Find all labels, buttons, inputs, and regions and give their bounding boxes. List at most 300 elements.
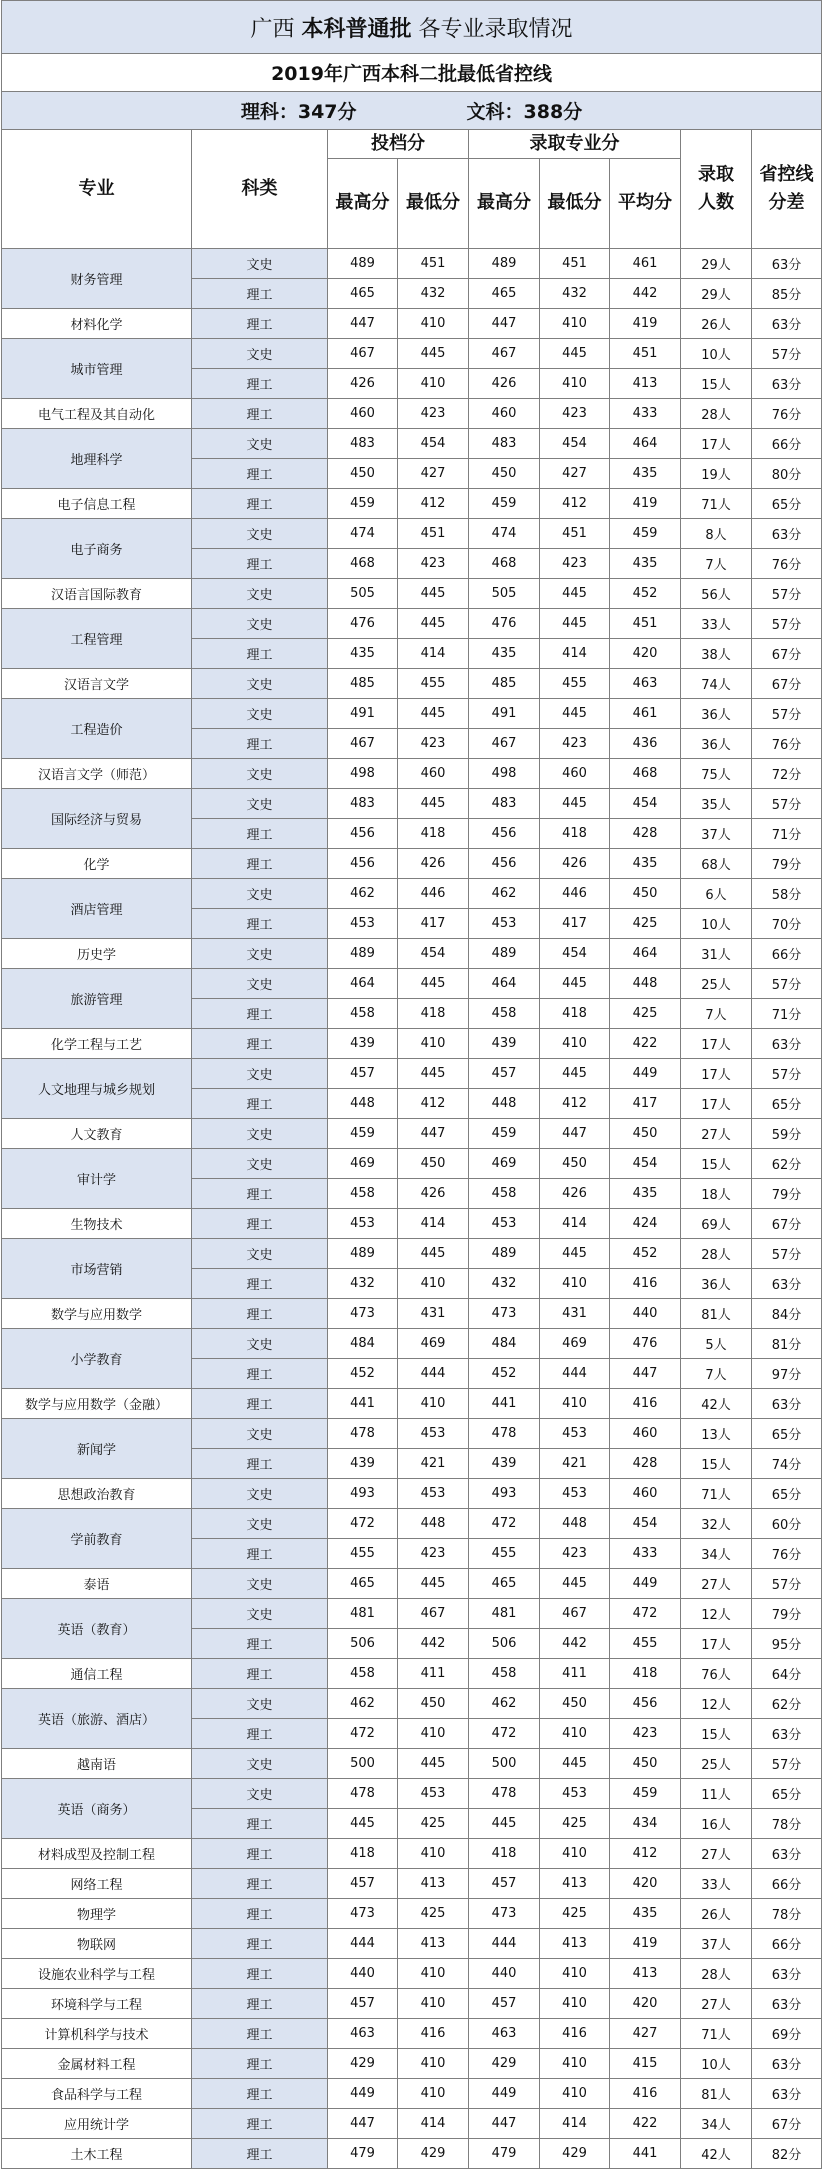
average-cell: 450 — [610, 1118, 681, 1148]
diff-cell: 57分 — [752, 968, 822, 998]
filing-max-cell: 483 — [328, 788, 398, 818]
table-row — [2, 1058, 822, 1088]
admitted-min-cell: 445 — [540, 1568, 610, 1598]
admitted-min-cell: 445 — [540, 578, 610, 608]
filing-max-cell: 450 — [328, 458, 398, 488]
table-row — [2, 1688, 822, 1718]
filing-min-cell: 411 — [398, 1658, 469, 1688]
count-cell: 76人 — [681, 1658, 752, 1688]
major-cell: 市场营销 — [2, 1238, 192, 1298]
count-cell: 81人 — [681, 2078, 752, 2108]
category-cell: 文史 — [192, 788, 328, 818]
admitted-min-cell: 410 — [540, 1028, 610, 1058]
major-cell: 数学与应用数学（金融） — [2, 1388, 192, 1418]
average-cell: 464 — [610, 428, 681, 458]
table-row — [2, 1328, 822, 1358]
average-cell: 450 — [610, 1748, 681, 1778]
count-cell: 69人 — [681, 1208, 752, 1238]
header-category: 科类 — [192, 130, 328, 249]
diff-cell: 57分 — [752, 608, 822, 638]
filing-max-cell: 478 — [328, 1418, 398, 1448]
filing-min-cell: 425 — [398, 1808, 469, 1838]
diff-cell: 62分 — [752, 1148, 822, 1178]
admitted-min-cell: 410 — [540, 1838, 610, 1868]
filing-max-cell: 467 — [328, 728, 398, 758]
admitted-min-cell: 423 — [540, 728, 610, 758]
table-row — [2, 1748, 822, 1778]
category-cell: 文史 — [192, 1328, 328, 1358]
filing-min-cell: 414 — [398, 638, 469, 668]
table-row — [2, 1298, 822, 1328]
average-cell: 420 — [610, 1988, 681, 2018]
count-cell: 10人 — [681, 2048, 752, 2078]
average-cell: 435 — [610, 548, 681, 578]
major-cell: 历史学 — [2, 938, 192, 968]
admitted-max-cell: 452 — [469, 1358, 540, 1388]
admitted-max-cell: 447 — [469, 308, 540, 338]
diff-cell: 81分 — [752, 1328, 822, 1358]
major-cell: 思想政治教育 — [2, 1478, 192, 1508]
diff-cell: 63分 — [752, 1958, 822, 1988]
admitted-max-cell: 457 — [469, 1988, 540, 2018]
average-cell: 436 — [610, 728, 681, 758]
diff-cell: 71分 — [752, 998, 822, 1028]
filing-max-cell: 491 — [328, 698, 398, 728]
count-cell: 29人 — [681, 248, 752, 278]
admitted-max-cell: 483 — [469, 788, 540, 818]
diff-cell: 64分 — [752, 1658, 822, 1688]
count-cell: 12人 — [681, 1688, 752, 1718]
average-cell: 454 — [610, 1148, 681, 1178]
admitted-max-cell: 505 — [469, 578, 540, 608]
admitted-min-cell: 453 — [540, 1778, 610, 1808]
category-cell: 文史 — [192, 1748, 328, 1778]
admitted-min-cell: 410 — [540, 2078, 610, 2108]
admitted-min-cell: 425 — [540, 1808, 610, 1838]
admitted-min-cell: 414 — [540, 638, 610, 668]
average-cell: 428 — [610, 818, 681, 848]
admitted-max-cell: 462 — [469, 1688, 540, 1718]
admitted-max-cell: 491 — [469, 698, 540, 728]
admitted-min-cell: 469 — [540, 1328, 610, 1358]
count-cell: 16人 — [681, 1808, 752, 1838]
admitted-min-cell: 427 — [540, 458, 610, 488]
diff-cell: 67分 — [752, 1208, 822, 1238]
count-cell: 12人 — [681, 1598, 752, 1628]
count-cell: 18人 — [681, 1178, 752, 1208]
filing-max-cell: 441 — [328, 1388, 398, 1418]
category-cell: 理工 — [192, 1988, 328, 2018]
filing-max-cell: 465 — [328, 278, 398, 308]
average-cell: 417 — [610, 1088, 681, 1118]
diff-cell: 66分 — [752, 1868, 822, 1898]
filing-max-cell: 459 — [328, 488, 398, 518]
category-cell: 理工 — [192, 1448, 328, 1478]
admitted-min-cell: 450 — [540, 1148, 610, 1178]
major-cell: 审计学 — [2, 1148, 192, 1208]
admitted-max-cell: 440 — [469, 1958, 540, 1988]
filing-max-cell: 476 — [328, 608, 398, 638]
average-cell: 434 — [610, 1808, 681, 1838]
header-count: 录取 人数 — [681, 130, 752, 249]
admitted-min-cell: 421 — [540, 1448, 610, 1478]
filing-max-cell: 453 — [328, 908, 398, 938]
category-cell: 理工 — [192, 1088, 328, 1118]
header-filing-group: 投档分 — [328, 130, 469, 159]
average-cell: 416 — [610, 1388, 681, 1418]
count-cell: 27人 — [681, 1838, 752, 1868]
filing-max-cell: 485 — [328, 668, 398, 698]
filing-min-cell: 410 — [398, 1958, 469, 1988]
major-cell: 汉语言文学（师范） — [2, 758, 192, 788]
diff-cell: 76分 — [752, 728, 822, 758]
filing-min-cell: 429 — [398, 2138, 469, 2168]
filing-max-cell: 457 — [328, 1058, 398, 1088]
count-cell: 33人 — [681, 1868, 752, 1898]
admitted-min-cell: 445 — [540, 968, 610, 998]
category-cell: 文史 — [192, 698, 328, 728]
major-cell: 汉语言文学 — [2, 668, 192, 698]
filing-max-cell: 444 — [328, 1928, 398, 1958]
average-cell: 440 — [610, 1298, 681, 1328]
filing-min-cell: 432 — [398, 278, 469, 308]
admitted-max-cell: 467 — [469, 728, 540, 758]
admitted-min-cell: 445 — [540, 1238, 610, 1268]
table-row — [2, 1838, 822, 1868]
admitted-min-cell: 454 — [540, 428, 610, 458]
major-cell: 食品科学与工程 — [2, 2078, 192, 2108]
filing-max-cell: 418 — [328, 1838, 398, 1868]
diff-cell: 63分 — [752, 2078, 822, 2108]
science-label: 理科： — [240, 101, 298, 123]
filing-max-cell: 462 — [328, 1688, 398, 1718]
table-row — [2, 1778, 822, 1808]
filing-min-cell: 448 — [398, 1508, 469, 1538]
average-cell: 468 — [610, 758, 681, 788]
major-cell: 环境科学与工程 — [2, 1988, 192, 2018]
filing-min-cell: 423 — [398, 548, 469, 578]
count-cell: 10人 — [681, 908, 752, 938]
filing-min-cell: 445 — [398, 788, 469, 818]
filing-max-cell: 463 — [328, 2018, 398, 2048]
diff-cell: 69分 — [752, 2018, 822, 2048]
filing-max-cell: 489 — [328, 248, 398, 278]
admitted-min-cell: 417 — [540, 908, 610, 938]
science-value: 347分 — [297, 101, 357, 123]
average-cell: 456 — [610, 1688, 681, 1718]
average-cell: 419 — [610, 308, 681, 338]
major-cell: 旅游管理 — [2, 968, 192, 1028]
admitted-max-cell: 484 — [469, 1328, 540, 1358]
table-row — [2, 758, 822, 788]
filing-min-cell: 447 — [398, 1118, 469, 1148]
average-cell: 422 — [610, 1028, 681, 1058]
diff-cell: 84分 — [752, 1298, 822, 1328]
filing-max-cell: 457 — [328, 1868, 398, 1898]
table-row — [2, 1658, 822, 1688]
count-cell: 17人 — [681, 1628, 752, 1658]
diff-cell: 97分 — [752, 1358, 822, 1388]
category-cell: 文史 — [192, 338, 328, 368]
filing-min-cell: 445 — [398, 578, 469, 608]
major-cell: 物联网 — [2, 1928, 192, 1958]
filing-max-cell: 464 — [328, 968, 398, 998]
diff-cell: 63分 — [752, 308, 822, 338]
category-cell: 理工 — [192, 2108, 328, 2138]
table-row — [2, 878, 822, 908]
admitted-max-cell: 473 — [469, 1298, 540, 1328]
count-cell: 28人 — [681, 398, 752, 428]
average-cell: 449 — [610, 1058, 681, 1088]
admitted-max-cell: 439 — [469, 1448, 540, 1478]
filing-max-cell: 469 — [328, 1148, 398, 1178]
major-cell: 电子商务 — [2, 518, 192, 578]
count-cell: 34人 — [681, 1538, 752, 1568]
count-cell: 37人 — [681, 1928, 752, 1958]
category-cell: 文史 — [192, 1478, 328, 1508]
category-cell: 理工 — [192, 1268, 328, 1298]
admitted-min-cell: 410 — [540, 1988, 610, 2018]
category-cell: 理工 — [192, 2048, 328, 2078]
count-cell: 15人 — [681, 368, 752, 398]
major-cell: 材料成型及控制工程 — [2, 1838, 192, 1868]
filing-min-cell: 413 — [398, 1868, 469, 1898]
category-cell: 文史 — [192, 1598, 328, 1628]
count-cell: 15人 — [681, 1148, 752, 1178]
filing-min-cell: 453 — [398, 1418, 469, 1448]
admitted-max-cell: 464 — [469, 968, 540, 998]
major-cell: 电气工程及其自动化 — [2, 398, 192, 428]
table-row — [2, 668, 822, 698]
table-row — [2, 1508, 822, 1538]
filing-min-cell: 413 — [398, 1928, 469, 1958]
major-cell: 工程造价 — [2, 698, 192, 758]
admitted-max-cell: 449 — [469, 2078, 540, 2108]
diff-cell: 63分 — [752, 248, 822, 278]
filing-max-cell: 478 — [328, 1778, 398, 1808]
average-cell: 420 — [610, 638, 681, 668]
filing-min-cell: 445 — [398, 1238, 469, 1268]
average-cell: 425 — [610, 908, 681, 938]
category-cell: 文史 — [192, 1508, 328, 1538]
diff-cell: 65分 — [752, 1478, 822, 1508]
arts-label: 文科： — [466, 101, 524, 123]
category-cell: 理工 — [192, 1538, 328, 1568]
diff-cell: 78分 — [752, 1808, 822, 1838]
filing-min-cell: 423 — [398, 728, 469, 758]
count-cell: 71人 — [681, 488, 752, 518]
admitted-max-cell: 489 — [469, 938, 540, 968]
filing-max-cell: 426 — [328, 368, 398, 398]
category-cell: 理工 — [192, 638, 328, 668]
filing-min-cell: 427 — [398, 458, 469, 488]
diff-cell: 57分 — [752, 1748, 822, 1778]
count-cell: 17人 — [681, 428, 752, 458]
count-cell: 8人 — [681, 518, 752, 548]
filing-min-cell: 467 — [398, 1598, 469, 1628]
filing-max-cell: 472 — [328, 1508, 398, 1538]
major-cell: 人文地理与城乡规划 — [2, 1058, 192, 1118]
table-row — [2, 2018, 822, 2048]
category-cell: 理工 — [192, 1298, 328, 1328]
diff-cell: 63分 — [752, 1838, 822, 1868]
average-cell: 460 — [610, 1418, 681, 1448]
admitted-min-cell: 426 — [540, 848, 610, 878]
diff-cell: 66分 — [752, 1928, 822, 1958]
admitted-min-cell: 410 — [540, 368, 610, 398]
filing-min-cell: 445 — [398, 1568, 469, 1598]
filing-min-cell: 426 — [398, 848, 469, 878]
major-cell: 越南语 — [2, 1748, 192, 1778]
admitted-min-cell: 445 — [540, 698, 610, 728]
filing-min-cell: 469 — [398, 1328, 469, 1358]
category-cell: 理工 — [192, 2138, 328, 2168]
count-cell: 37人 — [681, 818, 752, 848]
admitted-max-cell: 432 — [469, 1268, 540, 1298]
diff-cell: 67分 — [752, 638, 822, 668]
average-cell: 424 — [610, 1208, 681, 1238]
count-cell: 27人 — [681, 1118, 752, 1148]
admitted-min-cell: 423 — [540, 548, 610, 578]
admitted-min-cell: 453 — [540, 1418, 610, 1448]
admitted-min-cell: 451 — [540, 248, 610, 278]
filing-max-cell: 453 — [328, 1208, 398, 1238]
filing-min-cell: 445 — [398, 1748, 469, 1778]
filing-min-cell: 410 — [398, 308, 469, 338]
header-admitted-max: 最高分 — [469, 158, 540, 248]
category-cell: 理工 — [192, 1808, 328, 1838]
filing-min-cell: 451 — [398, 518, 469, 548]
average-cell: 433 — [610, 1538, 681, 1568]
admitted-max-cell: 473 — [469, 1898, 540, 1928]
category-cell: 理工 — [192, 548, 328, 578]
filing-min-cell: 445 — [398, 1058, 469, 1088]
header-admitted-avg: 平均分 — [610, 158, 681, 248]
major-cell: 小学教育 — [2, 1328, 192, 1388]
major-cell: 汉语言国际教育 — [2, 578, 192, 608]
table-row — [2, 1478, 822, 1508]
category-cell: 理工 — [192, 1958, 328, 1988]
diff-cell: 57分 — [752, 338, 822, 368]
category-cell: 文史 — [192, 1148, 328, 1178]
major-cell: 工程管理 — [2, 608, 192, 668]
filing-min-cell: 414 — [398, 1208, 469, 1238]
count-cell: 28人 — [681, 1958, 752, 1988]
table-row — [2, 1118, 822, 1148]
admitted-max-cell: 478 — [469, 1418, 540, 1448]
major-cell: 财务管理 — [2, 248, 192, 308]
major-cell: 材料化学 — [2, 308, 192, 338]
filing-max-cell: 439 — [328, 1448, 398, 1478]
admitted-max-cell: 444 — [469, 1928, 540, 1958]
admitted-min-cell: 418 — [540, 818, 610, 848]
average-cell: 464 — [610, 938, 681, 968]
table-row — [2, 1598, 822, 1628]
average-cell: 463 — [610, 668, 681, 698]
admitted-min-cell: 450 — [540, 1688, 610, 1718]
header-admitted-min: 最低分 — [540, 158, 610, 248]
filing-min-cell: 410 — [398, 1268, 469, 1298]
count-cell: 6人 — [681, 878, 752, 908]
admitted-min-cell: 411 — [540, 1658, 610, 1688]
admitted-min-cell: 410 — [540, 2048, 610, 2078]
category-cell: 理工 — [192, 1388, 328, 1418]
count-cell: 17人 — [681, 1058, 752, 1088]
admitted-max-cell: 465 — [469, 1568, 540, 1598]
filing-min-cell: 442 — [398, 1628, 469, 1658]
table-row — [2, 2048, 822, 2078]
diff-cell: 76分 — [752, 548, 822, 578]
average-cell: 454 — [610, 1508, 681, 1538]
admitted-min-cell: 454 — [540, 938, 610, 968]
admitted-max-cell: 429 — [469, 2048, 540, 2078]
admitted-max-cell: 456 — [469, 848, 540, 878]
table-row — [2, 1928, 822, 1958]
filing-max-cell: 447 — [328, 308, 398, 338]
category-cell: 理工 — [192, 2018, 328, 2048]
table-row — [2, 1868, 822, 1898]
average-cell: 412 — [610, 1838, 681, 1868]
filing-min-cell: 418 — [398, 998, 469, 1028]
table-row — [2, 248, 822, 278]
major-cell: 地理科学 — [2, 428, 192, 488]
filing-max-cell: 500 — [328, 1748, 398, 1778]
admitted-max-cell: 460 — [469, 398, 540, 428]
category-cell: 文史 — [192, 608, 328, 638]
filing-max-cell: 479 — [328, 2138, 398, 2168]
filing-min-cell: 431 — [398, 1298, 469, 1328]
admitted-min-cell: 460 — [540, 758, 610, 788]
category-cell: 文史 — [192, 248, 328, 278]
admitted-max-cell: 447 — [469, 2108, 540, 2138]
major-cell: 化学 — [2, 848, 192, 878]
category-cell: 理工 — [192, 1928, 328, 1958]
count-cell: 33人 — [681, 608, 752, 638]
diff-cell: 63分 — [752, 368, 822, 398]
control-line — [2, 92, 822, 130]
filing-max-cell: 473 — [328, 1898, 398, 1928]
admitted-max-cell: 481 — [469, 1598, 540, 1628]
count-cell: 74人 — [681, 668, 752, 698]
admitted-max-cell: 467 — [469, 338, 540, 368]
diff-cell: 59分 — [752, 1118, 822, 1148]
admitted-min-cell: 455 — [540, 668, 610, 698]
table-row — [2, 1028, 822, 1058]
diff-cell: 79分 — [752, 1598, 822, 1628]
admitted-min-cell: 451 — [540, 518, 610, 548]
filing-min-cell: 425 — [398, 1898, 469, 1928]
admitted-max-cell: 459 — [469, 1118, 540, 1148]
admitted-min-cell: 448 — [540, 1508, 610, 1538]
header-diff: 省控线 分差 — [752, 130, 822, 249]
count-cell: 7人 — [681, 998, 752, 1028]
category-cell: 文史 — [192, 518, 328, 548]
admitted-min-cell: 453 — [540, 1478, 610, 1508]
average-cell: 452 — [610, 1238, 681, 1268]
average-cell: 451 — [610, 338, 681, 368]
count-cell: 56人 — [681, 578, 752, 608]
admitted-max-cell: 458 — [469, 1658, 540, 1688]
count-cell: 71人 — [681, 2018, 752, 2048]
category-cell: 文史 — [192, 1568, 328, 1598]
admitted-min-cell: 447 — [540, 1118, 610, 1148]
count-cell: 31人 — [681, 938, 752, 968]
count-cell: 15人 — [681, 1718, 752, 1748]
count-cell: 36人 — [681, 728, 752, 758]
filing-min-cell: 410 — [398, 2048, 469, 2078]
count-cell: 26人 — [681, 1898, 752, 1928]
major-cell: 计算机科学与技术 — [2, 2018, 192, 2048]
